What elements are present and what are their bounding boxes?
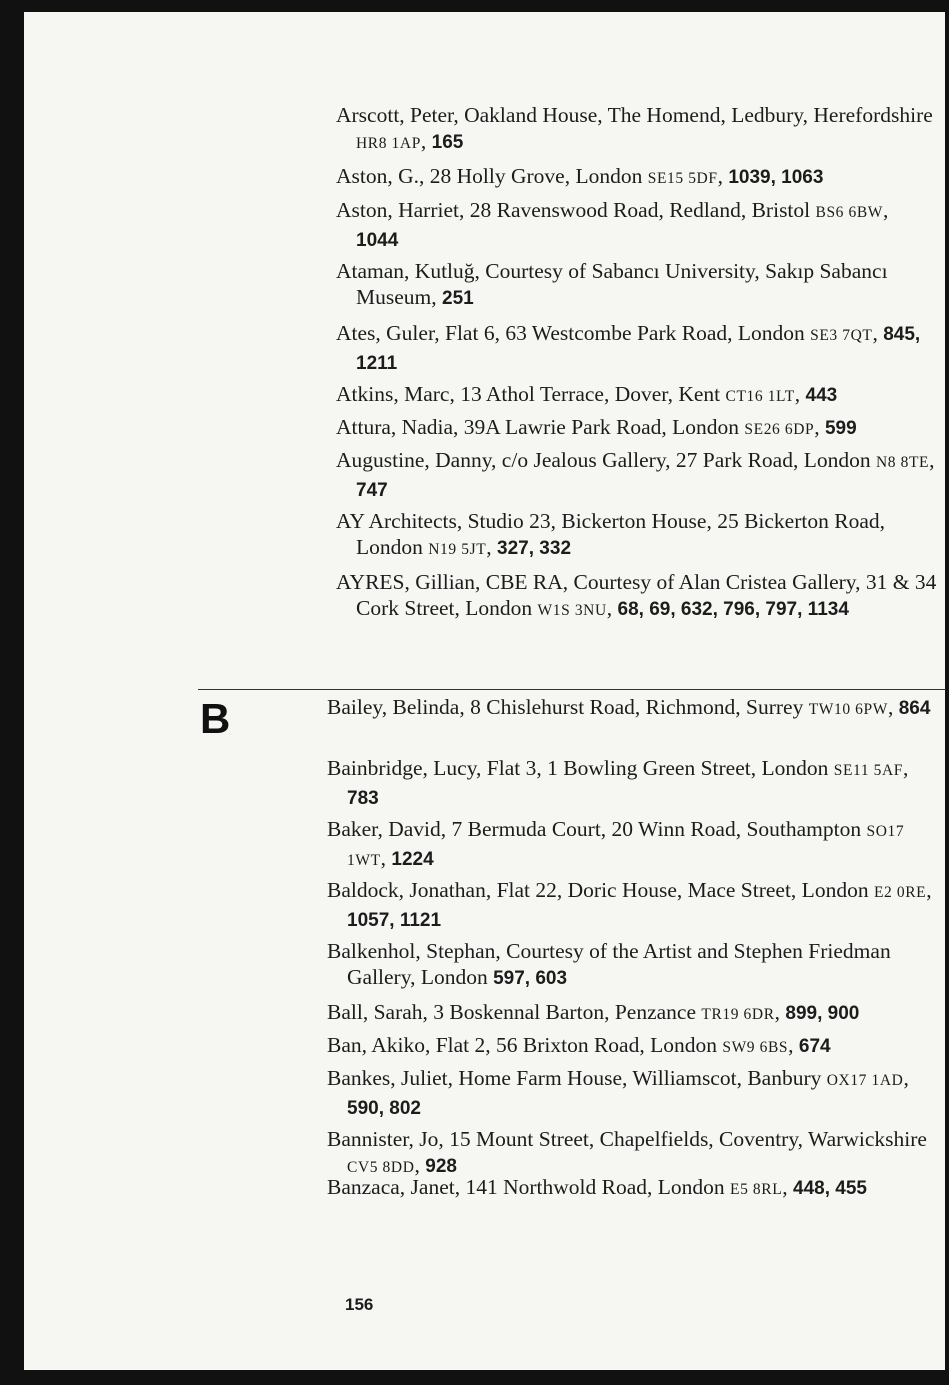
index-entry: Bainbridge, Lucy, Flat 3, 1 Bowling Green Street, London SE11 5AF, 783 <box>327 756 909 809</box>
index-entry: Atkins, Marc, 13 Athol Terrace, Dover, Kent CT16 1LT, 443 <box>336 382 838 406</box>
index-entry: Bannister, Jo, 15 Mount Street, Chapelfields, Coventry, Warwickshire CV5 8DD, 928 <box>327 1127 927 1177</box>
index-entry: Baldock, Jonathan, Flat 22, Doric House, Mace Street, London E2 0RE, 1057, 1121 <box>327 878 932 931</box>
index-entry: Bailey, Belinda, 8 Chislehurst Road, Richmond, Surrey TW10 6PW, 864 <box>327 695 931 719</box>
index-entry: AY Architects, Studio 23, Bickerton House, 25 Bickerton Road, London N19 5JT, 327, 332 <box>336 509 885 559</box>
index-entry: Ban, Akiko, Flat 2, 56 Brixton Road, London SW9 6BS, 674 <box>327 1033 831 1057</box>
index-entry: Ates, Guler, Flat 6, 63 Westcombe Park Road, London SE3 7QT, 845, 1211 <box>336 321 921 374</box>
index-entry: AYRES, Gillian, CBE RA, Courtesy of Alan Cristea Gallery, 31 & 34 Cork Street, London W1S 3NU, 68, 69, 632, 796, 797, 1134 <box>336 570 937 620</box>
index-entry: Ataman, Kutluğ, Courtesy of Sabancı University, Sakıp Sabancı Museum, 251 <box>336 259 888 309</box>
index-entry: Ball, Sarah, 3 Boskennal Barton, Penzance TR19 6DR, 899, 900 <box>327 1000 860 1024</box>
section-letter: B <box>200 695 231 742</box>
index-entry: Attura, Nadia, 39A Lawrie Park Road, London SE26 6DP, 599 <box>336 415 857 439</box>
index-entry: Augustine, Danny, c/o Jealous Gallery, 27 Park Road, London N8 8TE, 747 <box>336 448 935 501</box>
index-entry: Baker, David, 7 Bermuda Court, 20 Winn Road, Southampton SO17 1WT, 1224 <box>327 817 905 870</box>
page-number: 156 <box>345 1295 374 1314</box>
index-entry: Banzaca, Janet, 141 Northwold Road, London E5 8RL, 448, 455 <box>327 1175 867 1199</box>
index-entry: Arscott, Peter, Oakland House, The Homend, Ledbury, Herefordshire HR8 1AP, 165 <box>336 103 933 153</box>
section-b-entries <box>24 12 945 1370</box>
index-entry: Bankes, Juliet, Home Farm House, Williamscot, Banbury OX17 1AD, 590, 802 <box>327 1066 909 1119</box>
index-entry: Aston, G., 28 Holly Grove, London SE15 5DF, 1039, 1063 <box>336 164 824 188</box>
index-entry: Aston, Harriet, 28 Ravenswood Road, Redland, Bristol BS6 6BW, 1044 <box>336 198 889 251</box>
index-entry: Balkenhol, Stephan, Courtesy of the Artist and Stephen Friedman Gallery, London 597, 603 <box>327 939 891 989</box>
page-sheet <box>24 12 945 1370</box>
